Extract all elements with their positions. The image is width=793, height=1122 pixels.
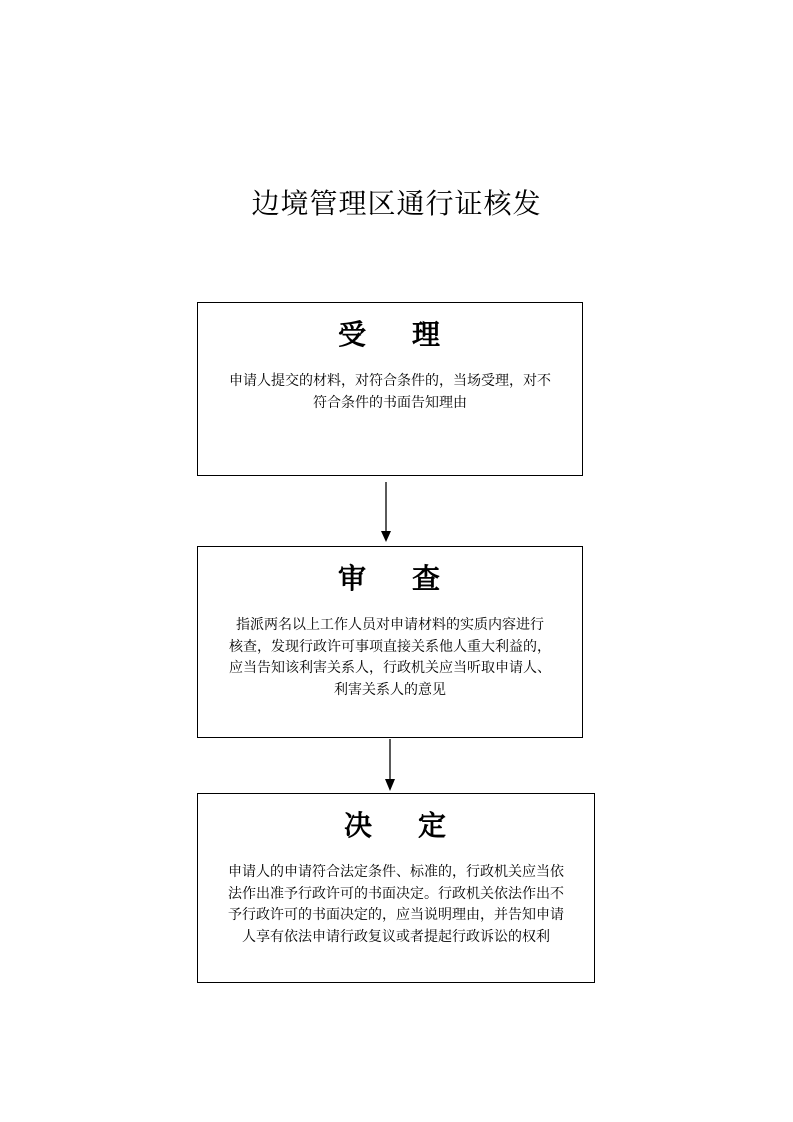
step-heading-right: 定 — [418, 809, 449, 842]
page-title: 边境管理区通行证核发 — [251, 187, 542, 220]
step-description-line: 法作出准予行政许可的书面决定。行政机关依法作出不 — [228, 885, 564, 902]
step-description-line: 核查，发现行政许可事项直接关系他人重大利益的， — [229, 638, 551, 655]
arrow-accept-to-review — [381, 482, 391, 542]
step-description-line: 人享有依法申请行政复议或者提起行政诉讼的权利 — [242, 928, 550, 945]
step-description-line: 予行政许可的书面决定的，应当说明理由，并告知申请 — [228, 907, 564, 923]
step-heading-right: 理 — [412, 318, 443, 351]
step-heading-left: 决 — [343, 809, 374, 842]
arrow-review-to-decision — [385, 739, 395, 791]
step-heading-left: 审 — [337, 562, 368, 595]
step-description-line: 符合条件的书面告知理由 — [313, 394, 467, 411]
step-description-line: 利害关系人的意见 — [334, 681, 446, 698]
step-description-line: 应当告知该利害关系人，行政机关应当听取申请人、 — [229, 660, 551, 676]
step-description-line: 申请人的申请符合法定条件、标准的，行政机关应当依 — [228, 864, 564, 880]
step-heading-left: 受 — [337, 318, 368, 351]
step-description-line: 申请人提交的材料，对符合条件的，当场受理，对不 — [229, 373, 551, 389]
step-heading-right: 查 — [412, 562, 443, 595]
step-description-line: 指派两名以上工作人员对申请材料的实质内容进行 — [236, 617, 544, 633]
